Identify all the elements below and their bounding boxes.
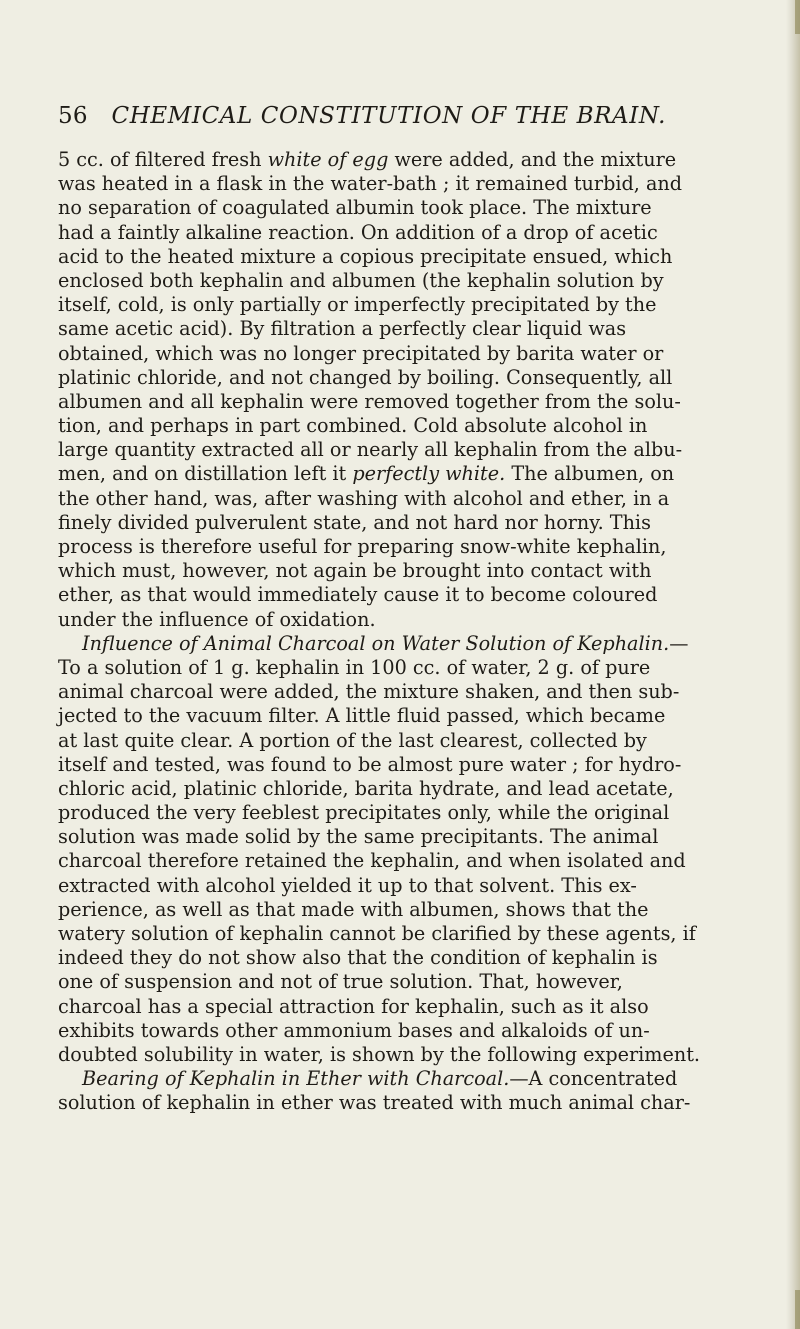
text-run: itself, cold, is only partially or imperfectly precipitated by the bbox=[58, 293, 657, 317]
text-line bbox=[58, 729, 746, 753]
text-line bbox=[58, 1091, 746, 1115]
text-run: was heated in a flask in the water-bath ; it remained turbid, and bbox=[58, 172, 683, 196]
italic-text: perfectly white. bbox=[352, 462, 506, 486]
text-line bbox=[58, 317, 746, 341]
text-line bbox=[58, 704, 746, 728]
text-line bbox=[58, 487, 746, 511]
text-line bbox=[58, 196, 746, 220]
text-line bbox=[58, 777, 746, 801]
text-line bbox=[58, 874, 746, 898]
running-title: CHEMICAL CONSTITUTION OF THE BRAIN. bbox=[111, 103, 667, 129]
text-run: obtained, which was no longer precipitated by barita water or bbox=[58, 341, 664, 365]
text-run: chloric acid, platinic chloride, barita hydrate, and lead acetate, bbox=[58, 776, 674, 800]
text-line bbox=[58, 995, 746, 1019]
text-line bbox=[58, 293, 746, 317]
text-run: at last quite clear. A portion of the last clearest, collected by bbox=[58, 728, 647, 752]
text-line bbox=[58, 898, 746, 922]
text-run: one of suspension and not of true solution. That, however, bbox=[58, 970, 623, 994]
text-run: perience, as well as that made with albumen, shows that the bbox=[58, 897, 649, 921]
text-run: animal charcoal were added, the mixture shaken, and then sub- bbox=[58, 680, 680, 704]
text-line bbox=[58, 172, 746, 196]
text-line bbox=[58, 656, 746, 680]
text-line bbox=[58, 559, 746, 583]
text-run: itself and tested, was found to be almost pure water ; for hydro- bbox=[58, 752, 682, 776]
text-run: tion, and perhaps in part combined. Cold absolute alcohol in bbox=[58, 414, 648, 438]
text-run: ether, as that would immediately cause it to become coloured bbox=[58, 583, 658, 607]
body-text bbox=[58, 148, 746, 1116]
text-line bbox=[58, 608, 746, 632]
text-line bbox=[58, 438, 746, 462]
text-line bbox=[58, 970, 746, 994]
text-run: charcoal therefore retained the kephalin, and when isolated and bbox=[58, 849, 686, 873]
text-line bbox=[58, 366, 746, 390]
text-line bbox=[58, 1019, 746, 1043]
text-run: had a faintly alkaline reaction. On addition of a drop of acetic bbox=[58, 220, 658, 244]
page-edge-mark bbox=[795, 1290, 800, 1329]
text-run: enclosed both kephalin and albumen (the kephalin solution by bbox=[58, 268, 664, 292]
text-run: acid to the heated mixture a copious precipitate ensued, which bbox=[58, 244, 673, 268]
italic-text: Bearing of Kephalin in Ether with Charcoal. bbox=[82, 1067, 510, 1091]
text-run: charcoal has a special attraction for kephalin, such as it also bbox=[58, 994, 649, 1018]
text-line bbox=[58, 680, 746, 704]
page-number: 56 bbox=[58, 103, 88, 129]
text-run: no separation of coagulated albumin took place. The mixture bbox=[58, 196, 652, 220]
text-run: finely divided pulverulent state, and not hard nor horny. This bbox=[58, 510, 651, 534]
text-run: — bbox=[669, 631, 689, 655]
text-run: large quantity extracted all or nearly all kephalin from the albu- bbox=[58, 438, 683, 462]
text-run: indeed they do not show also that the condition of kephalin is bbox=[58, 946, 658, 970]
text-line bbox=[58, 148, 746, 172]
text-run: solution was made solid by the same precipitants. The animal bbox=[58, 825, 659, 849]
text-run: doubted solubility in water, is shown by the following experiment. bbox=[58, 1042, 701, 1066]
text-line bbox=[58, 583, 746, 607]
text-line bbox=[58, 535, 746, 559]
text-line bbox=[58, 269, 746, 293]
text-line bbox=[58, 753, 746, 777]
text-run: same acetic acid). By filtration a perfectly clear liquid was bbox=[58, 317, 627, 341]
text-run: —A concentrated bbox=[509, 1067, 678, 1091]
text-run: platinic chloride, and not changed by boiling. Consequently, all bbox=[58, 365, 673, 389]
text-line bbox=[58, 1067, 746, 1091]
text-run: under the influence of oxidation. bbox=[58, 607, 376, 631]
text-run: To a solution of 1 g. kephalin in 100 cc. of water, 2 g. of pure bbox=[58, 655, 651, 679]
text-run: exhibits towards other ammonium bases and alkaloids of un- bbox=[58, 1018, 650, 1042]
text-run: watery solution of kephalin cannot be clarified by these agents, if bbox=[58, 922, 696, 945]
text-line bbox=[58, 245, 746, 269]
text-line bbox=[58, 1043, 746, 1067]
text-line bbox=[58, 849, 746, 873]
italic-text: Influence of Animal Charcoal on Water Solution of Kephalin. bbox=[82, 631, 670, 655]
text-run: men, and on distillation left it bbox=[58, 462, 353, 486]
text-line bbox=[58, 825, 746, 849]
text-line bbox=[58, 221, 746, 245]
text-line bbox=[58, 414, 746, 438]
italic-text: white of egg bbox=[267, 148, 389, 171]
text-run: which must, however, not again be brought into contact with bbox=[58, 559, 652, 583]
text-run: The albumen, on bbox=[505, 462, 675, 486]
text-line bbox=[58, 801, 746, 825]
text-run: 5 cc. of filtered fresh bbox=[58, 148, 268, 171]
text-line bbox=[58, 462, 746, 486]
text-line bbox=[58, 342, 746, 366]
text-run: process is therefore useful for preparing snow-white kephalin, bbox=[58, 535, 667, 558]
text-run: jected to the vacuum filter. A little fluid passed, which became bbox=[58, 704, 666, 728]
text-run: albumen and all kephalin were removed together from the solu- bbox=[58, 389, 681, 413]
running-head bbox=[58, 96, 738, 136]
text-run: were added, and the mixture bbox=[388, 148, 677, 171]
text-line bbox=[58, 390, 746, 414]
text-line bbox=[58, 511, 746, 535]
text-run: solution of kephalin in ether was treated with much animal char- bbox=[58, 1091, 691, 1115]
text-line bbox=[58, 946, 746, 970]
text-run: produced the very feeblest precipitates only, while the original bbox=[58, 801, 670, 825]
text-run: the other hand, was, after washing with alcohol and ether, in a bbox=[58, 486, 670, 510]
text-run: extracted with alcohol yielded it up to that solvent. This ex- bbox=[58, 873, 637, 897]
text-line bbox=[58, 922, 746, 946]
page-edge-mark bbox=[795, 0, 800, 34]
page-edge-shadow bbox=[786, 0, 800, 1329]
text-line bbox=[58, 632, 746, 656]
